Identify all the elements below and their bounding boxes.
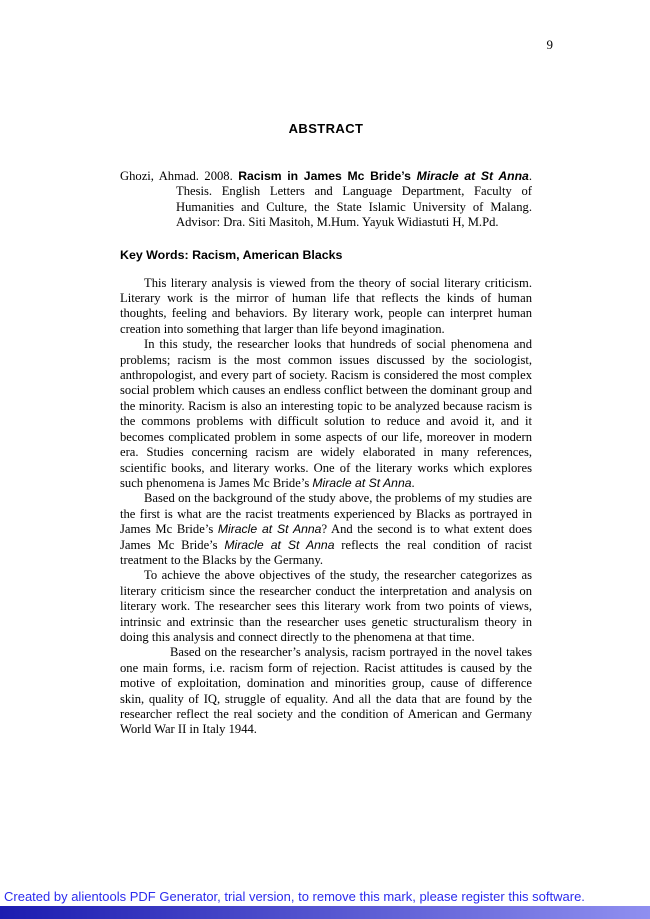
thesis-citation (120, 169, 532, 231)
paragraph-2-end: . (411, 475, 415, 490)
paragraph-3 (120, 491, 532, 568)
novel-title-italic: Miracle at St Anna (217, 522, 322, 537)
paragraph-2 (120, 337, 532, 491)
watermark-text: Created by alientools PDF Generator, trial version, to remove this mark, please register this software. (4, 889, 585, 904)
watermark-bar (0, 906, 650, 919)
paragraph-3-text-c: reflects the real condition of racist treatment to the Blacks by the Germany. (120, 537, 532, 567)
page-number: 9 (546, 37, 553, 52)
paragraph-1: This literary analysis is viewed from the theory of social literary criticism. Literary work is the mirror of human life that reflects the kinds of human thoughts, feeling and behaviors. By literary work, people can interpret human creation into something that larger than life beyond imagination. (120, 275, 532, 336)
paragraph-3-text-a: Based on the background of the study above, the problems of my studies are the first is what are the racist treatments experienced by Blacks as portrayed in James Mc Bride’s (120, 491, 532, 537)
novel-title-italic: Miracle at St Anna (312, 475, 412, 490)
paragraph-5: Based on the researcher’s analysis, racism portrayed in the novel takes one main forms, i.e. racism form of rejection. Racist attitudes is caused by the motive of exploitation, domination and minorities group, cause of difference skin, quality of IQ, struggle of equality. And all the data that are found by the researcher reflect the real society and the condition of American and Germany World War II in Italy 1944. (120, 645, 532, 737)
citation-novel-title: Miracle at St Anna (416, 169, 529, 183)
citation-title-bold: Racism in James Mc Bride’s (238, 169, 417, 183)
keywords-line: Key Words: Racism, American Blacks (120, 247, 343, 262)
novel-title-italic: Miracle at St Anna (224, 537, 335, 552)
paragraph-2-text: In this study, the researcher looks that hundreds of social phenomena and problems; racism is the most common issues discussed by the sociologist, anthropologist, and every part of society. Racism is considered the most complex social problem which causes an endless conflict between the dominant group and the minority. Racism is also an interesting topic to be analyzed because racism is the commons problems with difficult solution to reduce and avoid it, and it becomes complicated problem in some aspects of our life, moreover in modern era. Studies concerning racism are widely elaborated in many references, scientific books, and literary works. One of the literary works which explores such phenomena is James Mc Bride’s (120, 337, 532, 490)
citation-details: . Thesis. English Letters and Language Department, Faculty of Humanities and Culture, the State Islamic University of Malang. Advisor: Dra. Siti Masitoh, M.Hum. Yayuk Widiastuti H, M.Pd. (176, 169, 532, 230)
abstract-content (120, 0, 532, 738)
paragraph-3-text-b: ? And the second is to what extent does James Mc Bride’s (120, 522, 533, 552)
citation-author-year: Ghozi, Ahmad. 2008. (120, 169, 239, 183)
paragraph-4: To achieve the above objectives of the study, the researcher categorizes as literary criticism since the researcher conduct the interpretation and analysis on literary work. The researcher sees this literary work from two points of views, intrinsic and extrinsic than the researcher uses genetic structuralism theory in doing this analysis and connect directly to the phenomena at that time. (120, 568, 532, 644)
abstract-heading: ABSTRACT (288, 121, 364, 136)
